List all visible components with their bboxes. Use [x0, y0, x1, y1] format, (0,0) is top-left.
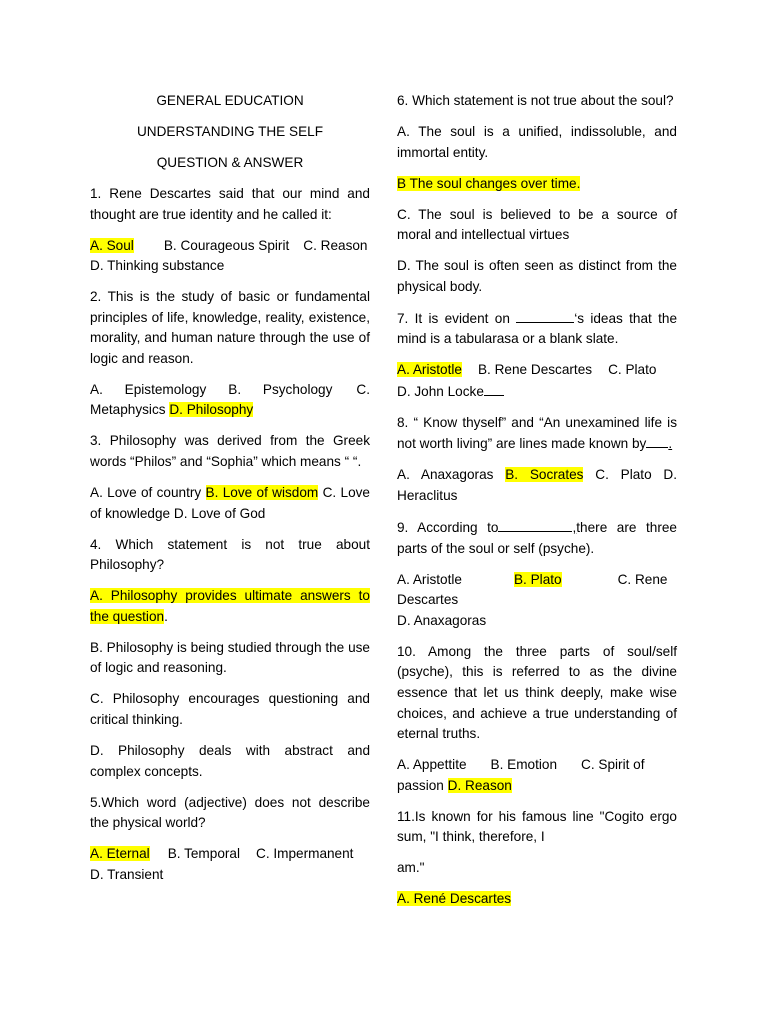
answer-4b: B. Philosophy is being studied through the use of logic and reasoning. [90, 639, 370, 676]
answer-9c: C. Rene Descartes [397, 571, 668, 608]
answer-10c: C. Spirit of passion [397, 757, 645, 793]
answer-6b-correct: B The soul changes over time. [397, 175, 581, 191]
header-understanding-the-self: UNDERSTANDING THE SELF [136, 123, 324, 139]
question-11-line1: 11.Is known for his famous line "Cogito ergo sum, "I think, therefore, I [397, 808, 677, 845]
answers-3 [90, 483, 370, 524]
answer-8d: D. Heraclitus [397, 467, 677, 504]
question-6: 6. Which statement is not true about the soul? [397, 93, 674, 108]
answer-8c: C. Plato [595, 467, 652, 483]
question-9-pre: 9. According to [397, 520, 499, 536]
answers-5 [90, 844, 370, 885]
question-9-blank [498, 517, 572, 532]
answer-10a: A. Appettite [397, 757, 467, 773]
answer-9d: D. Anaxagoras [397, 612, 487, 628]
answer-4d: D. Philosophy deals with abstract and complex concepts. [90, 742, 370, 779]
answers-10 [397, 755, 677, 796]
answers-1 [90, 236, 370, 277]
question-8-blank [646, 433, 668, 448]
question-9-post: there are three parts of the soul or self (psyche). [397, 520, 677, 556]
header-question-answer: QUESTION & ANSWER [156, 154, 304, 170]
answer-1b: B. Courageous Spirit [163, 237, 290, 253]
answer-4c: C. Philosophy encourages questioning and critical thinking. [90, 691, 370, 727]
left-column [90, 91, 370, 896]
question-8-text: 8. “ Know thyself” and “An unexamined life is not worth living” are lines made known by [397, 414, 677, 452]
answer-1d: D. Thinking substance [90, 258, 225, 274]
answer-10b: B. Emotion [490, 757, 558, 773]
answer-9a: A. Aristotle [397, 571, 462, 587]
header-general-education: GENERAL EDUCATION [156, 93, 304, 108]
answer-5c: C. Impermanent [256, 846, 354, 862]
answer-4a-wrap: A. Philosophy provides ultimate answers to the question. [90, 588, 370, 624]
question-5: 5.Which word (adjective) does not describe the physical world? [90, 794, 370, 831]
answer-6d: D. The soul is often seen as distinct from the physical body. [397, 258, 677, 294]
answer-7d: D. John Locke [397, 383, 484, 399]
answers-7 [397, 360, 677, 402]
answer-7a-correct: A. Aristotle [397, 362, 462, 378]
answer-1c: C. Reason [303, 237, 368, 253]
question-9: 9. According to ,there are three parts of the soul or self (psyche). [397, 517, 677, 559]
answer-1a-correct: A. Soul [90, 237, 134, 253]
answer-5d: D. Transient [90, 866, 164, 882]
answer-5a-correct: A. Eternal [90, 846, 150, 862]
answer-7c: C. Plato [608, 362, 657, 378]
answer-2b: B. Psychology [228, 381, 333, 397]
answer-2c: C. Metaphysics [90, 381, 370, 418]
answer-6a: A. The soul is a unified, indissoluble, and immortal entity. [397, 123, 677, 160]
question-7 [397, 308, 677, 350]
question-7-post: ‘s ideas that the mind is a tabularasa or a blank slate. [397, 310, 678, 347]
question-8: 8. “ Know thyself” and “An unexamined life is not worth living” are lines made known by . [397, 414, 677, 452]
question-4: 4. Which statement is not true about Philosophy? [90, 536, 370, 573]
answer-6c: C. The soul is believed to be a source of moral and intellectual virtues [397, 206, 677, 243]
answer-3a: A. Love of country [90, 485, 202, 501]
answer-7b: B. Rene Descartes [477, 362, 593, 378]
answer-3c: C. Love of knowledge [90, 485, 370, 521]
question-1: 1. Rene Descartes said that our mind and thought are true identity and he called it: [90, 185, 370, 222]
answer-3d: D. Love of God [173, 505, 266, 521]
answer-10d-correct: D. Reason [447, 777, 512, 793]
answer-3b-correct: B. Love of wisdom [205, 485, 319, 501]
question-3: 3. Philosophy was derived from the Greek words “Philos” and “Sophia” which means “ “. [90, 433, 370, 470]
answer-8b-correct: B. Socrates [505, 467, 584, 483]
answers-8 [397, 465, 677, 506]
answer-7d-blank [484, 381, 504, 396]
question-11-line2: am." [397, 860, 425, 876]
answers-2 [90, 380, 370, 421]
answer-11-wrap [397, 889, 677, 910]
answer-2d-correct: D. Philosophy [169, 402, 254, 418]
right-column [397, 91, 677, 920]
answer-4a-correct: A. Philosophy provides ultimate answers to the question [90, 588, 370, 624]
question-7-pre: 7. It is evident on [397, 310, 510, 326]
answer-8a: A. Anaxagoras [397, 467, 494, 483]
question-2: 2. This is the study of basic or fundamental principles of life, knowledge, reality, existence, morality, and human nature through the use of logic and reason. [90, 289, 370, 366]
answer-5b: B. Temporal [167, 846, 240, 862]
answer-2a: A. Epistemology [90, 381, 207, 397]
answer-11a-correct: A. René Descartes [397, 891, 512, 907]
question-7-blank [516, 308, 574, 323]
answer-9b-correct: B. Plato [513, 571, 562, 587]
answer-6b-wrap [397, 174, 677, 195]
answers-9 [397, 570, 677, 632]
question-10: 10. Among the three parts of soul/self (psyche), this is referred to as the divine essence that let us think deeply, make wise choices, and achieve a true understanding of eternal truths. [397, 643, 677, 742]
